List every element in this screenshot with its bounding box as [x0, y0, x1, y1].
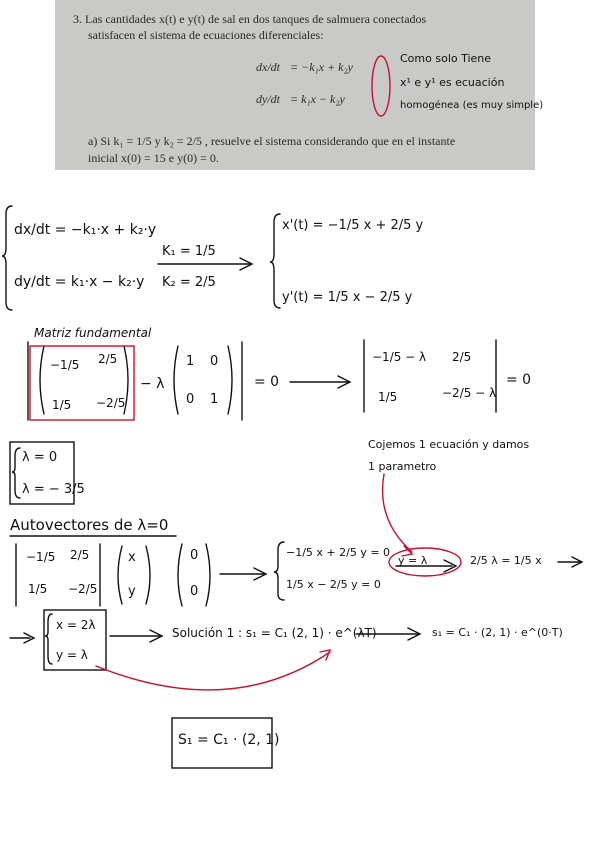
sol-x: x = 2λ [56, 618, 96, 632]
matrix-i21: 0 [186, 392, 195, 407]
av-a21: 1/5 [28, 582, 48, 596]
av-system-2: 1/5 x − 2/5 y = 0 [286, 578, 381, 591]
problem-note-1: Como solo Tiene [400, 52, 492, 65]
sol-final: S₁ = C₁ · (2, 1) [178, 732, 280, 748]
matrix-i11: 1 [186, 354, 195, 369]
matrix-minus-lambda: − λ [140, 376, 165, 392]
av-system-1: −1/5 x + 2/5 y = 0 [286, 546, 391, 559]
problem-eq1-lhs: dx/dt [256, 60, 280, 74]
av-step: 2/5 λ = 1/5 x [470, 554, 542, 567]
matrix-label: Matriz fundamental [34, 326, 152, 340]
system-k1: K₁ = 1/5 [162, 244, 216, 259]
matrix-m11: −1/5 [50, 358, 80, 372]
matrix-i12: 0 [210, 354, 219, 369]
matrix-r12: 2/5 [452, 350, 472, 364]
matrix-r21: 1/5 [378, 390, 398, 404]
matrix-i22: 1 [210, 392, 219, 407]
av-vx: x [128, 550, 136, 565]
problem-part-a-2: inicial x(0) = 15 e y(0) = 0. [88, 151, 219, 165]
system-result-1: x'(t) = −1/5 x + 2/5 y [282, 218, 424, 233]
system-eq1: dx/dt = −k₁·x + k₂·y [14, 222, 157, 238]
system-eq2: dy/dt = k₁·x − k₂·y [14, 274, 145, 290]
problem-part-a-1: a) Si k₁ = 1/5 y k₂ = 2/5 , resuelve el sistema considerando que en el instante [88, 134, 456, 148]
av-a11: −1/5 [26, 550, 56, 564]
problem-note-2: x¹ e y¹ es ecuación [400, 76, 505, 89]
problem-line-2: satisfacen el sistema de ecuaciones diferenciales: [88, 28, 324, 42]
av-a22: −2/5 [68, 582, 98, 596]
eigenvalue-1: λ = 0 [22, 450, 58, 465]
problem-eq2-rhs: = k₁x − k₂y [290, 92, 345, 106]
sol-2: s₁ = C₁ · (2, 1) · e^(0·T) [432, 626, 563, 639]
problem-line-1: 3. Las cantidades x(t) e y(t) de sal en dos tanques de salmuera conectados [73, 12, 427, 26]
sol-y: y = λ [56, 648, 88, 662]
matrix-eq-zero-2: = 0 [506, 372, 532, 388]
matrix-r22: −2/5 − λ [442, 386, 497, 400]
av-a12: 2/5 [70, 548, 90, 562]
eigen-note-2: 1 parametro [368, 460, 437, 473]
autovectores-title: Autovectores de λ=0 [10, 516, 169, 534]
av-param: y = λ [398, 554, 428, 567]
matrix-m22: −2/5 [96, 396, 126, 410]
sol-1: Solución 1 : s₁ = C₁ (2, 1) · e^(λT) [172, 626, 377, 640]
av-z2: 0 [190, 584, 199, 599]
matrix-m12: 2/5 [98, 352, 118, 366]
problem-eq2-lhs: dy/dt [256, 92, 280, 106]
eigen-note-1: Cojemos 1 ecuación y damos [368, 438, 530, 451]
problem-note-3: homogénea (es muy simple) [400, 100, 544, 111]
av-z1: 0 [190, 548, 199, 563]
matrix-m21: 1/5 [52, 398, 72, 412]
matrix-eq-zero: = 0 [254, 374, 280, 390]
problem-eq1-rhs: = −k₁x + k₂y [290, 60, 353, 74]
av-vy: y [128, 584, 136, 599]
eigenvalue-2: λ = − 3/5 [22, 482, 85, 497]
system-result-2: y'(t) = 1/5 x − 2/5 y [282, 290, 413, 305]
system-k2: K₂ = 2/5 [162, 275, 216, 290]
matrix-r11: −1/5 − λ [372, 350, 427, 364]
